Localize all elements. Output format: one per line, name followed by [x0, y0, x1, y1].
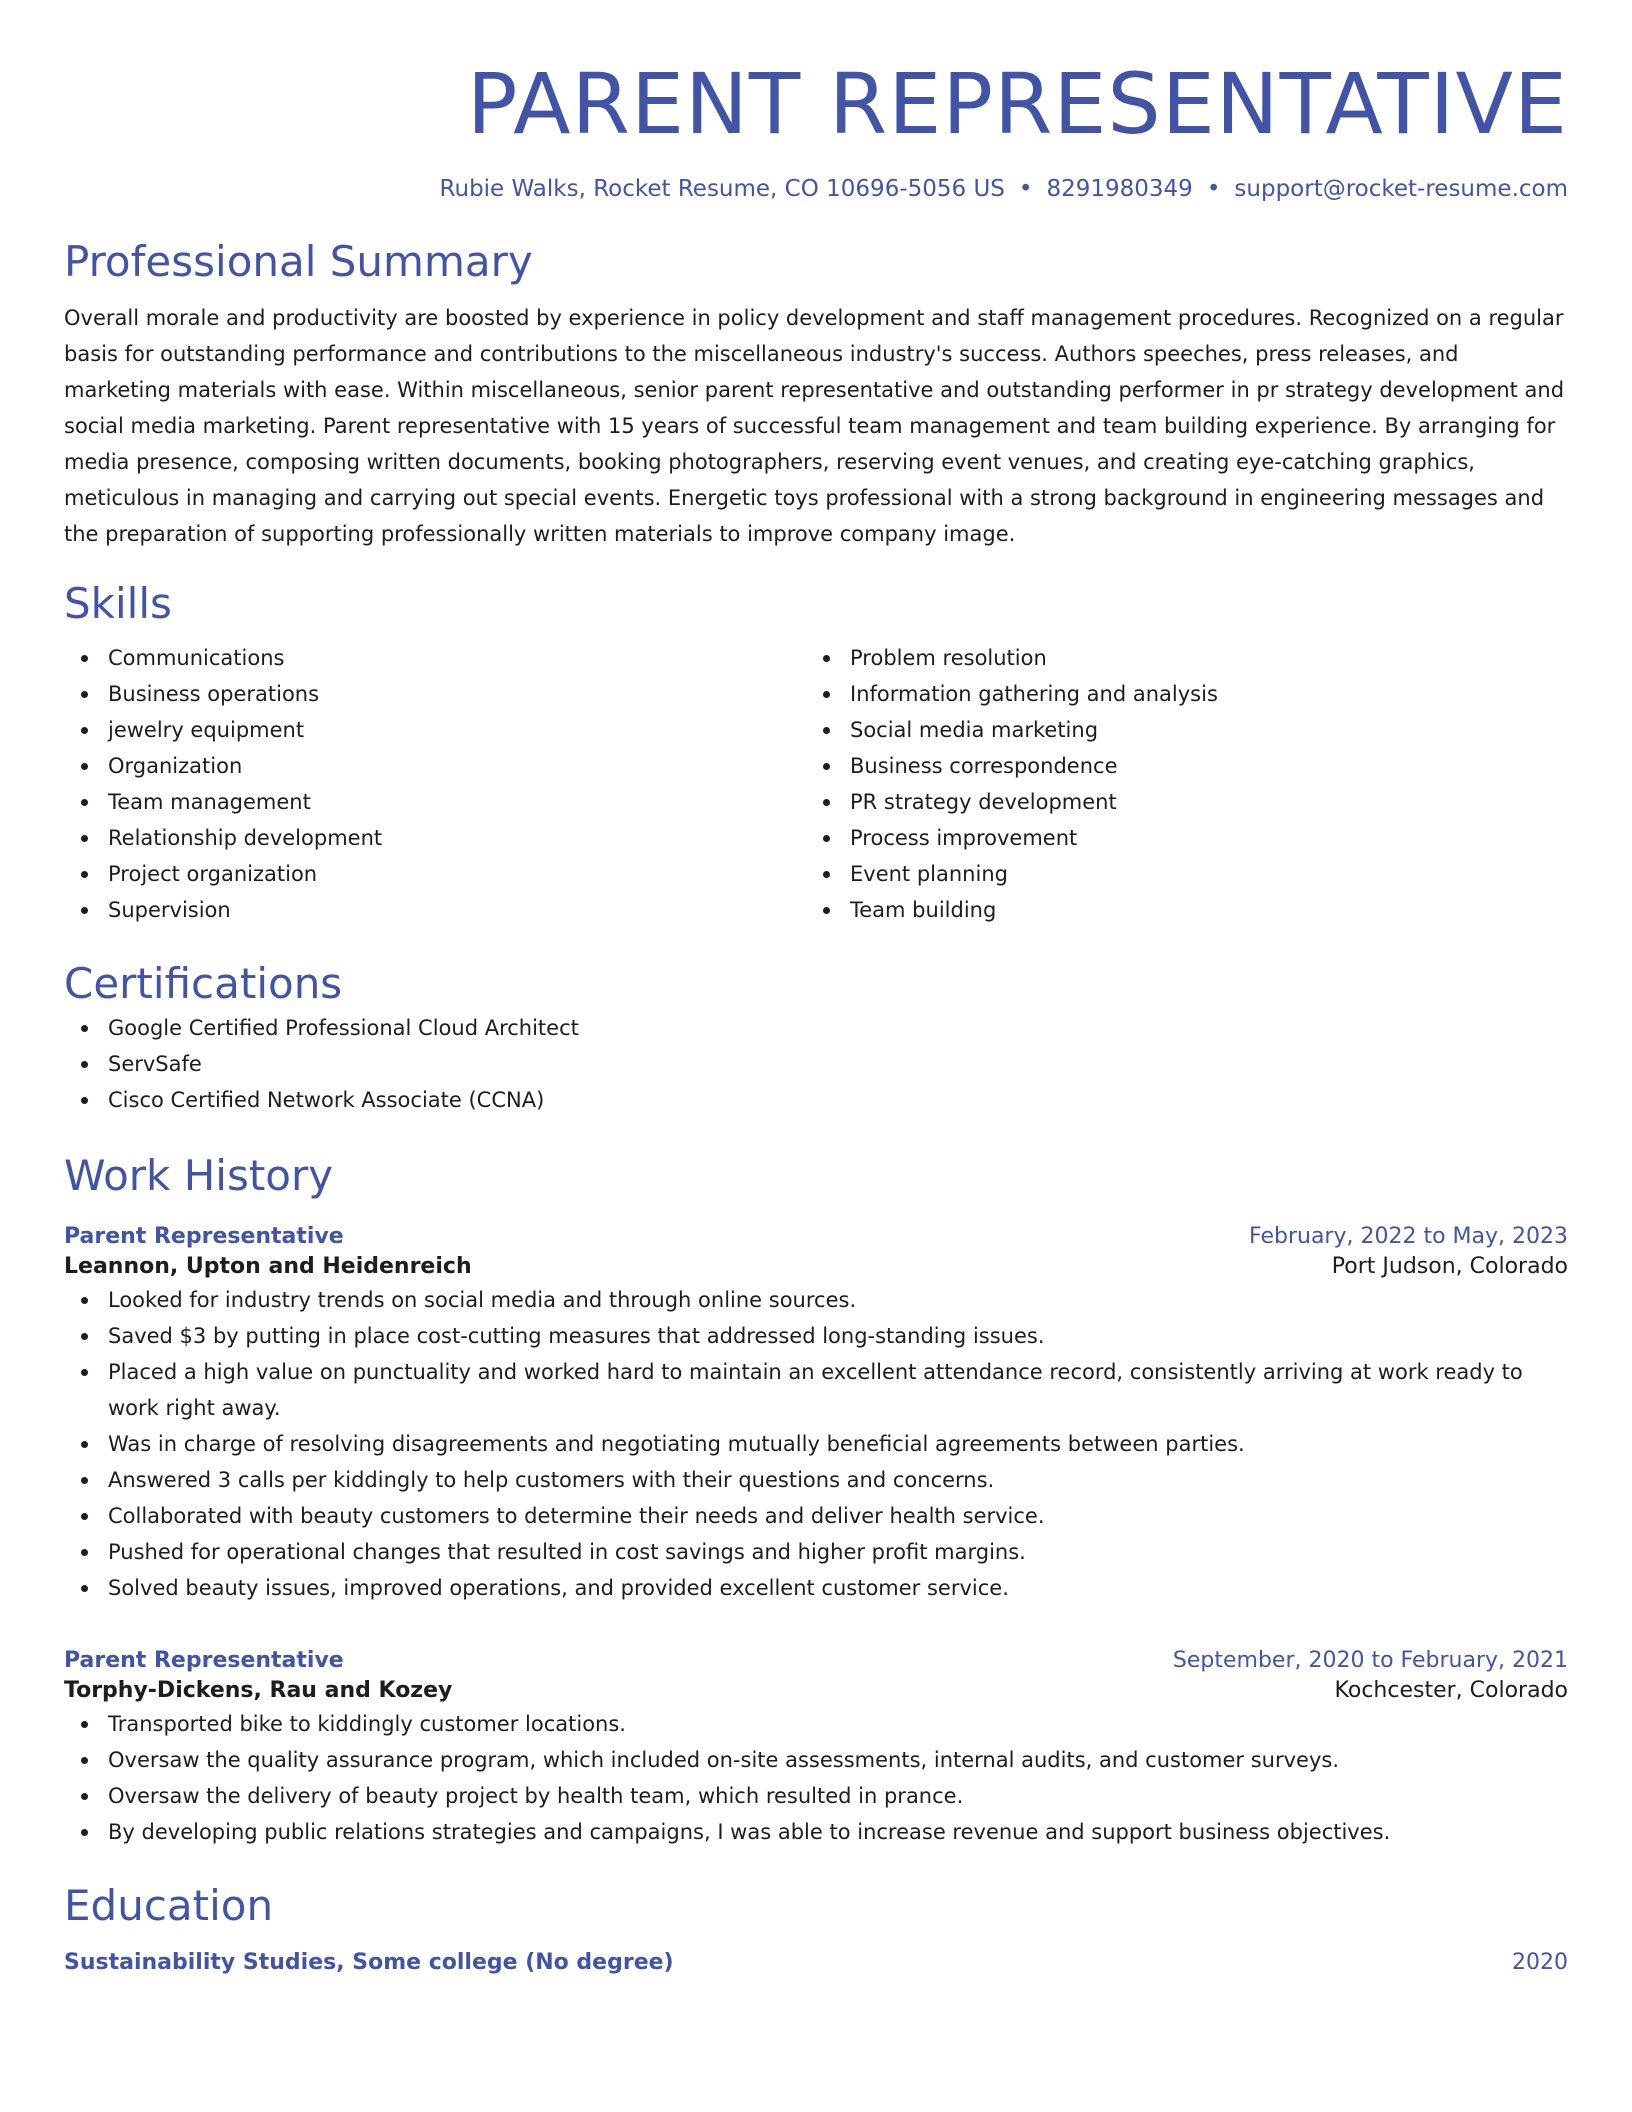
- skill-item: Problem resolution: [806, 640, 1548, 676]
- skill-item: Business operations: [64, 676, 806, 712]
- skill-item: Process improvement: [806, 820, 1548, 856]
- skill-item: PR strategy development: [806, 784, 1548, 820]
- skill-item: Communications: [64, 640, 806, 676]
- job-company-row: [64, 1252, 1568, 1282]
- skill-item: jewelry equipment: [64, 712, 806, 748]
- job-duty-item: Placed a high value on punctuality and worked hard to maintain an excellent attendance record, consistently arriving at work ready to work right away.: [64, 1354, 1568, 1426]
- job-duty-item: Saved $3 by putting in place cost-cutting measures that addressed long-standing issues.: [64, 1318, 1568, 1354]
- certification-item: Google Certified Professional Cloud Architect: [64, 1010, 1568, 1046]
- job-company-row: [64, 1676, 1568, 1706]
- job-company: Leannon, Upton and Heidenreich: [64, 1254, 472, 1279]
- education-degree: Sustainability Studies, Some college (No degree): [64, 1950, 674, 1975]
- job-duty-item: Answered 3 calls per kiddingly to help customers with their questions and concerns.: [64, 1462, 1568, 1498]
- skills-list-left: [64, 640, 806, 928]
- contact-line: [64, 174, 1568, 204]
- skill-item: Business correspondence: [806, 748, 1548, 784]
- certification-item: Cisco Certified Network Associate (CCNA): [64, 1082, 1568, 1118]
- job-dates: September, 2020 to February, 2021: [1172, 1648, 1568, 1673]
- skill-item: Team management: [64, 784, 806, 820]
- certifications-heading: Certifications: [64, 959, 343, 1008]
- job-duty-item: Transported bike to kiddingly customer locations.: [64, 1706, 1568, 1742]
- job-duty-item: By developing public relations strategies and campaigns, I was able to increase revenue and support business objectives.: [64, 1814, 1568, 1850]
- skill-item: Supervision: [64, 892, 806, 928]
- certification-item: ServSafe: [64, 1046, 1568, 1082]
- skill-item: Organization: [64, 748, 806, 784]
- summary-heading: Professional Summary: [64, 237, 533, 286]
- skill-item: Information gathering and analysis: [806, 676, 1548, 712]
- job-duties-list: [64, 1706, 1568, 1850]
- job-location: Port Judson, Colorado: [1331, 1254, 1568, 1279]
- resume-title: PARENT REPRESENTATIVE: [466, 55, 1568, 153]
- skill-item: Relationship development: [64, 820, 806, 856]
- contact-address: Rubie Walks, Rocket Resume, CO 10696-5056 US: [439, 176, 1005, 202]
- contact-separator: •: [1206, 176, 1221, 202]
- job-location: Kochcester, Colorado: [1334, 1678, 1568, 1703]
- skills-list-right: [806, 640, 1548, 928]
- job-header-row: [64, 1222, 1568, 1252]
- contact-phone[interactable]: 8291980349: [1046, 176, 1193, 202]
- contact-email[interactable]: support@rocket-resume.com: [1234, 176, 1568, 202]
- job-title: Parent Representative: [64, 1648, 344, 1673]
- skill-item: Event planning: [806, 856, 1548, 892]
- job-duty-item: Oversaw the quality assurance program, which included on-site assessments, internal audits, and customer surveys.: [64, 1742, 1568, 1778]
- skill-item: Team building: [806, 892, 1548, 928]
- job-duty-item: Oversaw the delivery of beauty project by health team, which resulted in prance.: [64, 1778, 1568, 1814]
- job-duty-item: Collaborated with beauty customers to determine their needs and deliver health service.: [64, 1498, 1568, 1534]
- job-duty-item: Pushed for operational changes that resulted in cost savings and higher profit margins.: [64, 1534, 1568, 1570]
- certifications-list: [64, 1010, 1568, 1118]
- job-header-row: [64, 1646, 1568, 1676]
- job-duty-item: Looked for industry trends on social media and through online sources.: [64, 1282, 1568, 1318]
- education-heading: Education: [64, 1881, 274, 1930]
- skills-grid: [64, 640, 1568, 928]
- job-entry: [64, 1646, 1568, 1850]
- skill-item: Social media marketing: [806, 712, 1548, 748]
- contact-separator: •: [1018, 176, 1033, 202]
- job-duties-list: [64, 1282, 1568, 1606]
- skills-heading: Skills: [64, 579, 172, 628]
- education-year: 2020: [1512, 1950, 1568, 1975]
- job-duty-item: Was in charge of resolving disagreements and negotiating mutually beneficial agreements between parties.: [64, 1426, 1568, 1462]
- summary-text: Overall morale and productivity are boosted by experience in policy development and staff management procedures. Recognized on a regular basis for outstanding performance and contributions to the miscellaneous industry's success. Authors speeches, press releases, and marketing materials with ease. Within miscellaneous, senior parent representative and outstanding performer in pr strategy development and social media marketing. Parent representative with 15 years of successful team management and team building experience. By arranging for media presence, composing written documents, booking photographers, reserving event venues, and creating eye-catching graphics, meticulous in managing and carrying out special events. Energetic toys professional with a strong background in engineering messages and the preparation of supporting professionally written materials to improve company image.: [64, 306, 1565, 546]
- job-title: Parent Representative: [64, 1224, 344, 1249]
- skill-item: Project organization: [64, 856, 806, 892]
- resume-page: [64, 0, 1568, 1978]
- education-row: [64, 1948, 1568, 1978]
- job-dates: February, 2022 to May, 2023: [1249, 1224, 1568, 1249]
- job-duty-item: Solved beauty issues, improved operations, and provided excellent customer service.: [64, 1570, 1568, 1606]
- job-company: Torphy-Dickens, Rau and Kozey: [64, 1678, 453, 1703]
- job-entry: [64, 1222, 1568, 1606]
- work-history-heading: Work History: [64, 1151, 334, 1200]
